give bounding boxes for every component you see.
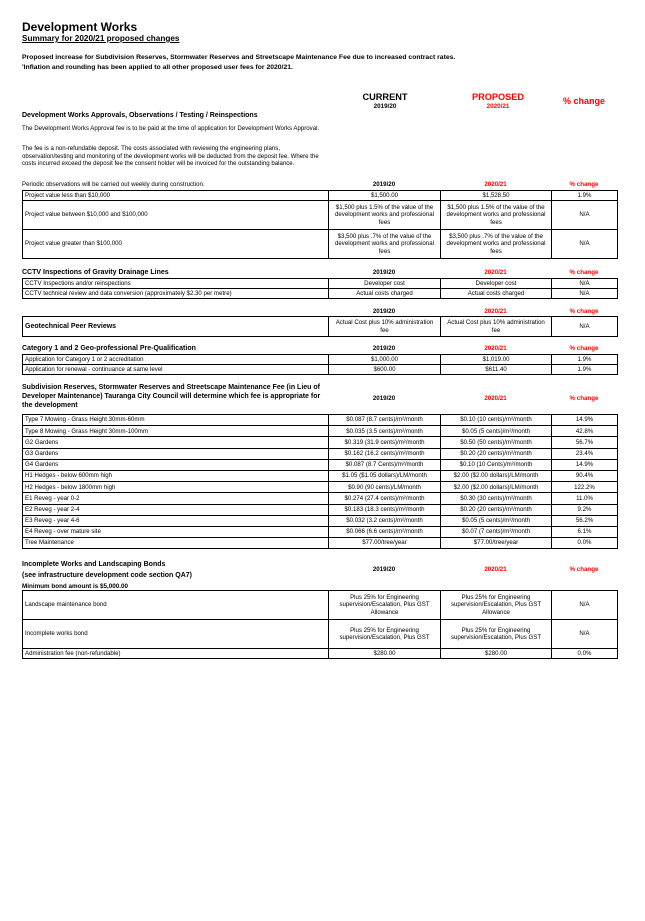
change-value: 0.0% [552, 538, 618, 549]
proposed-value: Actual costs charged [441, 289, 552, 299]
table-row [23, 504, 618, 515]
change-value: N/A [552, 279, 618, 289]
current-value: Plus 25% for Engineering supervision/Escalation, Plus GST [329, 620, 441, 649]
table-row [23, 426, 618, 437]
col-header-change: % change [569, 181, 599, 188]
row-label: G3 Gardens [23, 448, 329, 459]
proposed-value: $2.00 ($2.00 dollars)/LM/month [441, 470, 552, 481]
col-header-change: % change [569, 269, 599, 276]
col-header-2019: 2019/20 [372, 345, 396, 352]
col-header-2019: 2019/20 [372, 308, 396, 315]
table-row [23, 317, 618, 337]
proposed-value: $0.05 (5 cents)/m²/month [441, 515, 552, 526]
change-value: N/A [552, 230, 618, 259]
col-header-2020: 2020/21 [484, 181, 507, 188]
table-row [23, 526, 618, 537]
current-value: $600.00 [329, 365, 441, 375]
proposed-value: $0.20 (20 cents)/m²/month [441, 448, 552, 459]
proposed-value: $0.07 (7 cents)/m²/month [441, 526, 552, 537]
change-value: 11.0% [552, 493, 618, 504]
table-row [23, 459, 618, 470]
current-value: $0.066 (6.6 cents)/m²/month [329, 526, 441, 537]
current-value: $1.05 ($1.05 dollars)/LM/month [329, 470, 441, 481]
col-header-2020: 2020/21 [484, 308, 507, 315]
current-value: $0.087 (8.7 cents)/m²/month [329, 415, 441, 426]
table-row [23, 493, 618, 504]
change-value: 56.7% [552, 437, 618, 448]
current-value: $280.00 [329, 649, 441, 659]
col-header-change: % change [569, 308, 599, 315]
bonds-title: Incomplete Works and Landscaping Bonds [22, 561, 166, 568]
table-row [23, 437, 618, 448]
row-label: Application for Category 1 or 2 accreditation [23, 355, 329, 365]
intro-line-1: Proposed increase for Subdivision Reserves, Stormwater Reserves and Streetscape Maintenance Fee due to increased contract rates. [22, 54, 456, 61]
col-header-2020: 2020/21 [484, 345, 507, 352]
current-value: $0.90 (90 cents)/LM/month [329, 482, 441, 493]
change-value: 1.9% [552, 191, 618, 201]
approvals-title: Development Works Approvals, Observations / Testing / Reinspections [22, 112, 258, 119]
row-label: CCTV Inspections and/or reinspections [23, 279, 329, 289]
row-label: E4 Reveg - over mature site [23, 526, 329, 537]
category-title: Category 1 and 2 Geo-professional Pre-Qualification [22, 345, 196, 352]
change-value: 6.1% [552, 526, 618, 537]
reserves-title: Subdivision Reserves, Stormwater Reserves and Streetscape Maintenance Fee (in Lieu of Developer Maintenance) Tauranga City Council will determine which fee is appropriate for the development [22, 384, 321, 409]
proposed-value: $1,528.50 [441, 191, 552, 201]
row-label: Type 7 Mowing - Grass Height 30mm-60mm [23, 415, 329, 426]
row-label: Application for renewal - continuance at same level [23, 365, 329, 375]
change-value: 1.9% [552, 365, 618, 375]
current-value: Actual costs charged [329, 289, 441, 299]
approvals-para-2: The fee is a non-refundable deposit. The costs associated with reviewing the engineering plans, observation/testing and monitoring of the development works will be deducted from the deposit fee. Where the costs incurred exceed the deposit fee the consent holder will be invoiced for the outstanding balance. [22, 145, 319, 168]
header-proposed: PROPOSED [471, 92, 525, 102]
change-value: 0.0% [552, 649, 618, 659]
current-value: $0.274 (27.4 cents)/m²/month [329, 493, 441, 504]
approvals-table [22, 190, 618, 259]
table-row [23, 201, 618, 230]
table-row [23, 230, 618, 259]
change-value: N/A [552, 591, 618, 620]
change-value: 90.4% [552, 470, 618, 481]
change-value: 23.4% [552, 448, 618, 459]
bonds-minimum: Minimum bond amount is $5,000.00 [22, 583, 129, 590]
change-value: N/A [552, 201, 618, 230]
table-row [23, 448, 618, 459]
header-current-year: 2019/20 [373, 103, 397, 110]
change-value: 14.9% [552, 415, 618, 426]
current-value: $0.162 (16.2 cents)/m²/month [329, 448, 441, 459]
reserves-table [22, 414, 618, 549]
table-row [23, 289, 618, 299]
row-label: G2 Gardens [23, 437, 329, 448]
proposed-value: $0.50 (50 cents)/m²/month [441, 437, 552, 448]
row-label: Geotechnical Peer Reviews [23, 317, 329, 337]
current-value: Plus 25% for Engineering supervision/Escalation, Plus GST Allowance [329, 591, 441, 620]
table-row [23, 365, 618, 375]
row-label: E1 Reveg - year 0-2 [23, 493, 329, 504]
col-header-2019: 2019/20 [372, 269, 396, 276]
proposed-value: $280.00 [441, 649, 552, 659]
proposed-value: Plus 25% for Engineering supervision/Escalation, Plus GST Allowance [441, 591, 552, 620]
row-label: Project value less than $10,000 [23, 191, 329, 201]
current-value: $3,500 plus .7% of the value of the development works and professional fees [329, 230, 441, 259]
row-label: Tree Maintenance [23, 538, 329, 549]
geotech-table [22, 316, 618, 337]
proposed-value: $0.05 (5 cents)/m²/month [441, 426, 552, 437]
row-label: H2 Hedges - below 1800mm high [23, 482, 329, 493]
current-value: $1,000.00 [329, 355, 441, 365]
col-header-2020: 2020/21 [484, 395, 507, 402]
col-header-change: % change [569, 395, 599, 402]
current-value: $0.087 (8.7 Cents)/m²/month [329, 459, 441, 470]
current-value: Developer cost [329, 279, 441, 289]
intro-line-2: 'Inflation and rounding has been applied to all other proposed user fees for 2020/21. [22, 64, 293, 71]
row-label: E3 Reveg - year 4-6 [23, 515, 329, 526]
current-value: Actual Cost plus 10% administration fee [329, 317, 441, 337]
change-value: N/A [552, 317, 618, 337]
table-row [23, 620, 618, 649]
approvals-para-3: Periodic observations will be carried out weekly during construction. [22, 181, 205, 188]
current-value: $77.00/tree/year [329, 538, 441, 549]
current-value: $0.319 (31.9 cents)/m²/month [329, 437, 441, 448]
proposed-value: $0.30 (30 cents)/m²/month [441, 493, 552, 504]
category-table [22, 354, 618, 375]
cctv-table [22, 278, 618, 299]
proposed-value: $1,500 plus 1.5% of the value of the development works and professional fees [441, 201, 552, 230]
proposed-value: $0.20 (20 cents)/m²/month [441, 504, 552, 515]
row-label: Administration fee (non-refundable) [23, 649, 329, 659]
current-value: $1,500 plus 1.5% of the value of the development works and professional fees [329, 201, 441, 230]
proposed-value: $1,019.00 [441, 355, 552, 365]
current-value: $0.032 (3.2 cents)/m²/month [329, 515, 441, 526]
proposed-value: $3,500 plus .7% of the value of the development works and professional fees [441, 230, 552, 259]
page-subtitle: Summary for 2020/21 proposed changes [22, 34, 180, 43]
header-change: % change [562, 96, 605, 106]
current-value: $0.035 (3.5 cents)/m²/month [329, 426, 441, 437]
header-current: CURRENT [362, 92, 408, 102]
table-row [23, 591, 618, 620]
col-header-2020: 2020/21 [484, 566, 507, 573]
current-value: $1,500.00 [329, 191, 441, 201]
row-label: Type 8 Mowing - Grass Height 30mm-100mm [23, 426, 329, 437]
col-header-change: % change [569, 566, 599, 573]
table-row [23, 538, 618, 549]
col-header-2019: 2019/20 [372, 395, 396, 402]
col-header-2019: 2019/20 [372, 566, 396, 573]
proposed-value: Actual Cost plus 10% administration fee [441, 317, 552, 337]
col-header-change: % change [569, 345, 599, 352]
change-value: 56.2% [552, 515, 618, 526]
row-label: Incomplete works bond [23, 620, 329, 649]
approvals-para-1: The Development Works Approval fee is to be paid at the time of application for Development Works Approval. [22, 125, 320, 132]
proposed-value: Developer cost [441, 279, 552, 289]
row-label: Project value between $10,000 and $100,000 [23, 201, 329, 230]
proposed-value: Plus 25% for Engineering supervision/Escalation, Plus GST [441, 620, 552, 649]
row-label: CCTV technical review and data conversion (approximately $2.30 per metre) [23, 289, 329, 299]
table-row [23, 279, 618, 289]
header-proposed-year: 2020/21 [486, 103, 510, 110]
row-label: Landscape maintenance bond [23, 591, 329, 620]
cctv-title: CCTV Inspections of Gravity Drainage Lines [22, 269, 169, 276]
proposed-value: $0.10 (10 Cents)/m²/month [441, 459, 552, 470]
table-row [23, 470, 618, 481]
page-title: Development Works [22, 20, 138, 34]
row-label: Project value greater than $100,000 [23, 230, 329, 259]
col-header-2019: 2019/20 [372, 181, 396, 188]
table-row [23, 515, 618, 526]
col-header-2020: 2020/21 [484, 269, 507, 276]
current-value: $0.183 (18.3 cents)/m²/month [329, 504, 441, 515]
row-label: H1 Hedges - below 600mm high [23, 470, 329, 481]
table-row [23, 191, 618, 201]
table-row [23, 415, 618, 426]
change-value: 1.9% [552, 355, 618, 365]
row-label: E2 Reveg - year 2-4 [23, 504, 329, 515]
table-row [23, 355, 618, 365]
bonds-subtitle: (see infrastructure development code section QA7) [22, 572, 192, 579]
change-value: 122.2% [552, 482, 618, 493]
proposed-value: $611.40 [441, 365, 552, 375]
bonds-table [22, 590, 618, 659]
change-value: 9.2% [552, 504, 618, 515]
proposed-value: $0.10 (10 cents)/m²/month [441, 415, 552, 426]
change-value: 14.9% [552, 459, 618, 470]
table-row [23, 482, 618, 493]
proposed-value: $77.00/tree/year [441, 538, 552, 549]
change-value: 42.8% [552, 426, 618, 437]
change-value: N/A [552, 620, 618, 649]
table-row [23, 649, 618, 659]
row-label: G4 Gardens [23, 459, 329, 470]
change-value: N/A [552, 289, 618, 299]
proposed-value: $2.00 ($2.00 dollars)/LM/month [441, 482, 552, 493]
